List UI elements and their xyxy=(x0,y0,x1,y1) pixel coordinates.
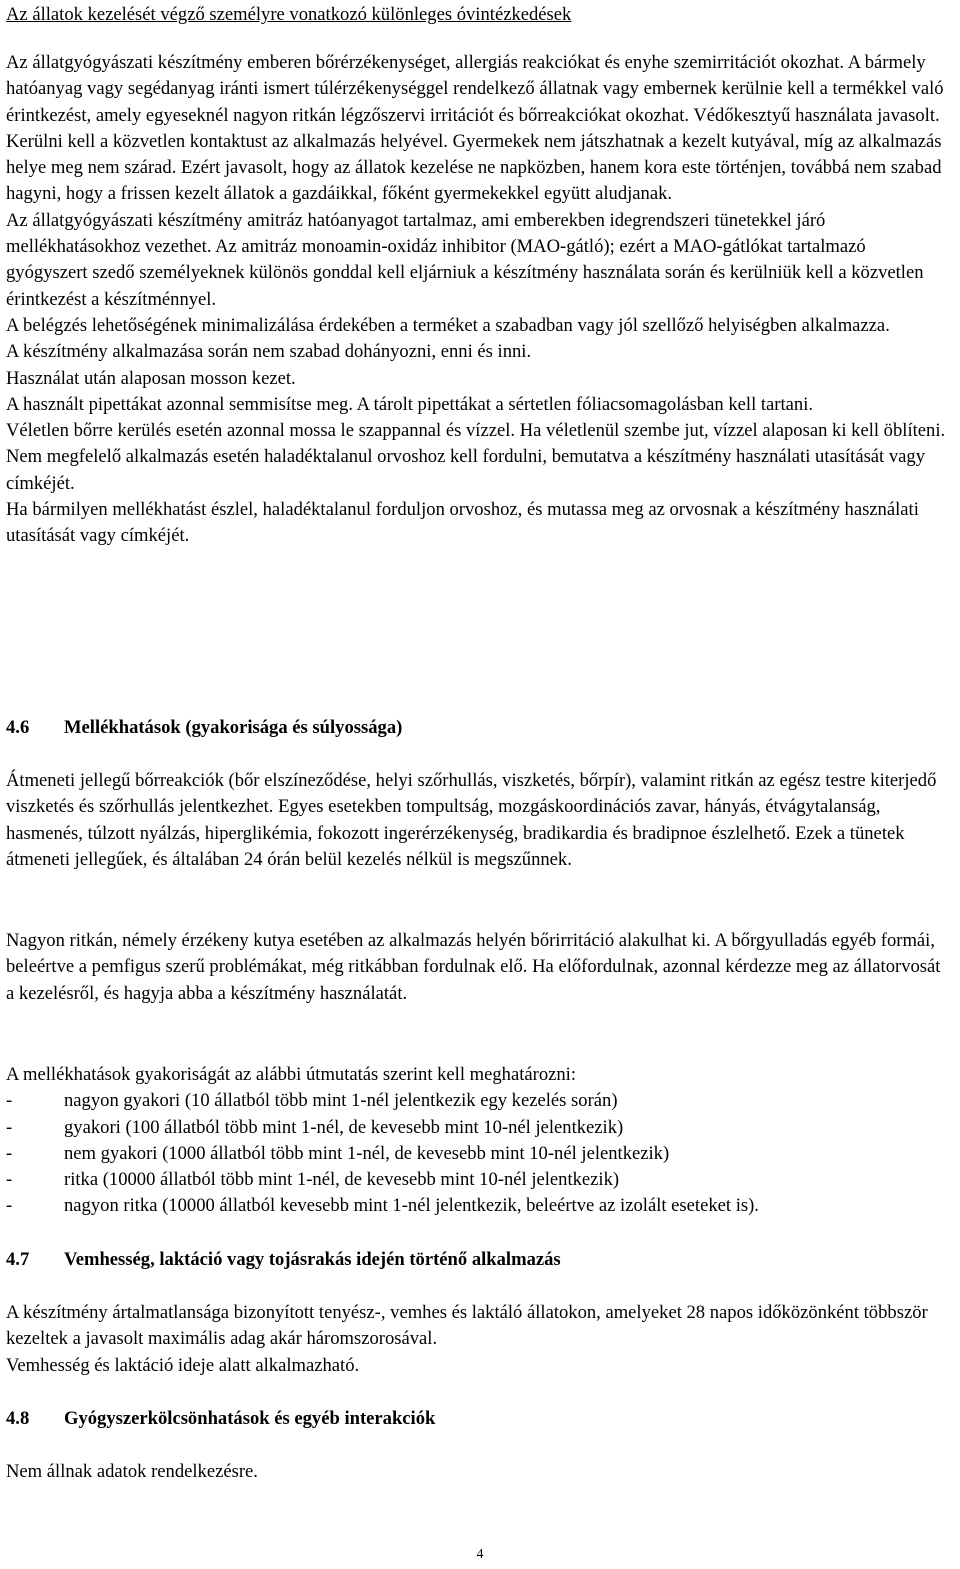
precautions-title-block xyxy=(6,2,951,28)
section-4-7-heading xyxy=(6,1247,951,1273)
precaution-paragraph: A belégzés lehetőségének minimalizálása érdekében a terméket a szabadban vagy jól szellőző helyiségben alkalmazza. xyxy=(6,314,890,336)
precaution-paragraph: Az állatgyógyászati készítmény emberen bőrérzékenységet, allergiás reakciókat és enyhe szemirritációt okozhat. A bármely hatóanyag vagy segédanyag iránti ismert túlérzékenységgel rendelkező állatnak vagy embernek kerülnie kell a termékkel való érintkezést, amely egyeseknél nagyon ritkán légzőszervi irritációt és bőrreakciókat okozhat. Védőkesztyű használata javasolt. Kerülni kell a közvetlen kontaktust az alkalmazás helyével. Gyermekek nem játszhatnak a kezelt kutyával, míg az alkalmazás helye meg nem szárad. Ezért javasolt, hogy az állatok kezelése ne napközben, hanem kora este történjen, továbbá nem szabad hagyni, hogy a frissen kezelt állatok a gazdáikkal, főként gyermekekkel együtt aludjanak. xyxy=(6,52,944,205)
section-number: 4.8 xyxy=(6,1408,30,1429)
frequency-section xyxy=(6,1062,951,1220)
section-4-8-text: Nem állnak adatok rendelkezésre. xyxy=(6,1461,258,1482)
precaution-paragraph: A használt pipettákat azonnal semmisítse meg. A tárolt pipettákat a sértetlen fóliacsomagolásban kell tartani. xyxy=(6,393,814,415)
list-item: - nagyon gyakori (10 állatból több mint 1-nél jelentkezik egy kezelés során) xyxy=(6,1090,618,1112)
section-heading-title: Mellékhatások (gyakorisága és súlyossága) xyxy=(64,717,403,738)
section-4-8-heading xyxy=(6,1406,951,1432)
precaution-paragraph: Nem megfelelő alkalmazás esetén haladéktalanul orvoshoz kell fordulni, bemutatva a készítmény használati utasítását vagy címkéjét. xyxy=(6,446,926,494)
precaution-paragraph: Ha bármilyen mellékhatást észlel, haladéktalanul forduljon orvoshoz, és mutassa meg az orvosnak a készítmény használati utasítását vagy címkéjét. xyxy=(6,499,919,547)
section-heading-title: Vemhesség, laktáció vagy tojásrakás idején történő alkalmazás xyxy=(64,1249,561,1270)
frequency-intro: A mellékhatások gyakoriságát az alábbi útmutatás szerint kell meghatározni: xyxy=(6,1064,577,1085)
section-4-7-text: A készítmény ártalmatlansága bizonyított tenyész-, vemhes és laktáló állatokon, amelyeket 28 napos időközönként többször kezeltek a javasolt maximális adag akár háromszorosával. Vemhesség és laktáció ideje alatt alkalmazható. xyxy=(6,1302,928,1376)
precaution-paragraph: A készítmény alkalmazása során nem szabad dohányozni, enni és inni. xyxy=(6,341,532,363)
section-4-6-heading xyxy=(6,715,951,741)
section-4-6-paragraph-2: Nagyon ritkán, némely érzékeny kutya esetében az alkalmazás helyén bőrirritáció alakulhat ki. A bőrgyulladás egyéb formái, beleértve a pemfigus szerű problémákat, még ritkábban fordulnak elő. Ha előfordulnak, azonnal kérdezze meg az állatorvosát a kezelésről, és hagyja abba a készítmény használatát. xyxy=(6,930,941,1004)
list-item: - nem gyakori (1000 állatból több mint 1-nél, de kevesebb mint 10-nél jelentkezik) xyxy=(6,1142,670,1164)
section-number: 4.7 xyxy=(6,1249,30,1270)
section-heading-title: Gyógyszerkölcsönhatások és egyéb interakciók xyxy=(64,1408,436,1429)
list-item: - ritka (10000 állatból több mint 1-nél, de kevesebb mint 10-nél jelentkezik) xyxy=(6,1169,620,1191)
list-item: - nagyon ritka (10000 állatból kevesebb mint 1-nél jelentkezik, beleértve az izolált eseteket is). xyxy=(6,1195,759,1217)
list-item: - gyakori (100 állatból több mint 1-nél, de kevesebb mint 10-nél jelentkezik) xyxy=(6,1116,624,1138)
frequency-list xyxy=(6,1088,951,1219)
section-4-6-paragraph-1: Átmeneti jellegű bőrreakciók (bőr elszíneződése, helyi szőrhullás, viszketés, bőrpír), valamint ritkán az egész testre kiterjedő viszketés és szőrhullás jelentkezhet. Egyes esetekben tompultság, mozgáskoordinációs zavar, hányás, étvágytalanság, hasmenés, túlzott nyálzás, hiperglikémia, fokozott ingerérzékenység, bradikardia és bradipnoe észlelhető. Ezek a tünetek átmeneti jellegűek, és általában 24 órán belül kezelés nélkül is megszűnnek. xyxy=(6,770,937,870)
precaution-paragraph: Az állatgyógyászati készítmény amitráz hatóanyagot tartalmaz, ami emberekben idegrendszeri tünetekkel járó mellékhatásokhoz vezethet. Az amitráz monoamin-oxidáz inhibitor (MAO-gátló); ezért a MAO-gátlókat tartalmazó gyógyszert szedő személyeknek különös gonddal kell eljárniuk a készítmény használata során és kerülniük kell a közvetlen érintkezést a készítménnyel. xyxy=(6,209,924,310)
precaution-paragraph: Véletlen bőrre kerülés esetén azonnal mossa le szappannal és vízzel. Ha véletlenül szembe jut, vízzel alaposan ki kell öblíteni. xyxy=(6,420,946,442)
precaution-paragraph: Használat után alaposan mosson kezet. xyxy=(6,367,296,389)
section-title: Az állatok kezelését végző személyre vonatkozó különleges óvintézkedések xyxy=(6,4,572,25)
precautions-text xyxy=(6,50,951,550)
page-number: 4 xyxy=(476,1547,484,1562)
section-number: 4.6 xyxy=(6,717,30,738)
